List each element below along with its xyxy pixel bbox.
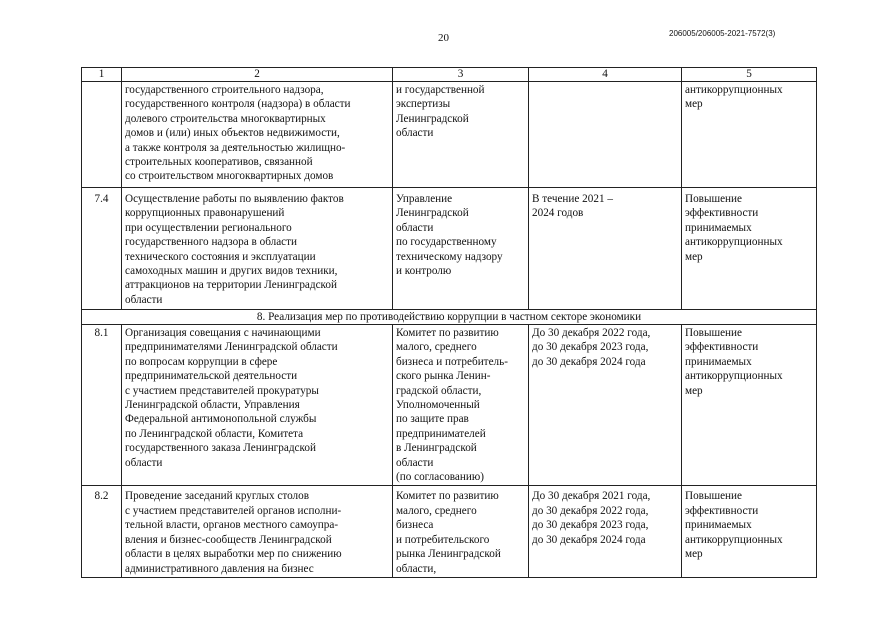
row-number: 8.1 bbox=[82, 325, 122, 486]
measures-table bbox=[81, 67, 817, 578]
cell-line: по защите прав bbox=[396, 413, 469, 426]
cell-line: долевого строительства многоквартирных bbox=[125, 112, 326, 125]
cell-line: с участием представителей органов исполни- bbox=[125, 504, 342, 517]
measure-cell bbox=[122, 325, 393, 486]
cell-line: До 30 декабря 2022 года, bbox=[532, 327, 651, 339]
cell-line: самоходных машин и других видов техники, bbox=[125, 265, 338, 278]
cell-line: бизнеса и потребитель- bbox=[396, 355, 508, 368]
result-cell bbox=[682, 188, 817, 310]
cell-line: а также контроля за деятельностью жилищно- bbox=[125, 141, 346, 154]
cell-line: Организация совещания с начинающими bbox=[125, 327, 321, 339]
cell-line: государственного надзора в области bbox=[125, 236, 298, 249]
cell-line: и потребительского bbox=[396, 533, 490, 546]
measure-cell bbox=[122, 486, 393, 577]
page-number: 20 bbox=[438, 32, 449, 44]
term-cell bbox=[529, 82, 682, 188]
column-header: 4 bbox=[529, 68, 682, 82]
cell-line: градской области, bbox=[396, 384, 482, 397]
cell-line: до 30 декабря 2022 года, bbox=[532, 504, 649, 517]
cell-line: 2024 годов bbox=[532, 207, 584, 220]
cell-line: области bbox=[125, 293, 163, 306]
cell-line: предпринимателей bbox=[396, 427, 486, 440]
cell-line: области в целях выработки мер по снижению bbox=[125, 548, 342, 561]
cell-line: с участием представителей прокуратуры bbox=[125, 384, 319, 397]
cell-line: (по согласованию) bbox=[396, 471, 484, 484]
cell-line: рынка Ленинградской bbox=[396, 548, 501, 561]
cell-line: Ленинградской области, Управления bbox=[125, 399, 300, 412]
cell-line: технического состояния и эксплуатации bbox=[125, 250, 316, 263]
cell-line: государственного строительного надзора, bbox=[125, 84, 324, 96]
result-cell bbox=[682, 82, 817, 188]
cell-line: Управление bbox=[396, 193, 453, 205]
cell-line: до 30 декабря 2024 года bbox=[532, 533, 646, 546]
executor-cell bbox=[393, 325, 529, 486]
term-cell bbox=[529, 188, 682, 310]
result-cell bbox=[682, 486, 817, 577]
cell-line: по вопросам коррупции в сфере bbox=[125, 355, 278, 368]
table-row bbox=[82, 188, 817, 310]
cell-line: при осуществлении регионального bbox=[125, 221, 292, 234]
cell-line: антикоррупционных bbox=[685, 84, 783, 96]
cell-line: эффективности bbox=[685, 207, 759, 220]
cell-line: Федеральной антимонопольной службы bbox=[125, 413, 317, 426]
executor-cell bbox=[393, 82, 529, 188]
cell-line: государственного заказа Ленинградской bbox=[125, 442, 316, 455]
table-row bbox=[82, 486, 817, 577]
row-number: 7.4 bbox=[82, 188, 122, 310]
cell-line: по Ленинградской области, Комитета bbox=[125, 427, 304, 440]
document-id: 206005/206005-2021-7572(3) bbox=[669, 29, 776, 38]
cell-line: вления и бизнес-сообществ Ленинградской bbox=[125, 533, 332, 546]
cell-line: бизнеса bbox=[396, 519, 434, 532]
cell-line: антикоррупционных bbox=[685, 370, 783, 383]
cell-line: малого, среднего bbox=[396, 504, 477, 517]
section-row bbox=[82, 310, 817, 325]
column-header: 2 bbox=[122, 68, 393, 82]
section-title: 8. Реализация мер по противодействию коррупции в частном секторе экономики bbox=[82, 310, 817, 325]
cell-line: Повышение bbox=[685, 327, 742, 339]
cell-line: области bbox=[396, 221, 434, 234]
cell-line: и контролю bbox=[396, 265, 452, 278]
cell-line: экспертизы bbox=[396, 98, 451, 111]
measure-cell bbox=[122, 188, 393, 310]
cell-line: В течение 2021 – bbox=[532, 193, 613, 205]
cell-line: со строительством многоквартирных домов bbox=[125, 170, 334, 183]
cell-line: Уполномоченный bbox=[396, 399, 480, 412]
column-header: 3 bbox=[393, 68, 529, 82]
cell-line: тельной власти, органов местного самоупра- bbox=[125, 519, 339, 532]
cell-line: области bbox=[396, 127, 434, 140]
cell-line: области bbox=[125, 456, 163, 469]
cell-line: антикоррупционных bbox=[685, 236, 783, 249]
cell-line: мер bbox=[685, 384, 703, 397]
cell-line: принимаемых bbox=[685, 519, 752, 532]
table-row bbox=[82, 82, 817, 188]
row-number bbox=[82, 82, 122, 188]
cell-line: предпринимателями Ленинградской области bbox=[125, 341, 338, 354]
cell-line: административного давления на бизнес bbox=[125, 562, 314, 575]
table-row bbox=[82, 325, 817, 486]
cell-line: коррупционных правонарушений bbox=[125, 207, 285, 220]
cell-line: Повышение bbox=[685, 193, 742, 205]
cell-line: До 30 декабря 2021 года, bbox=[532, 490, 651, 503]
column-header: 5 bbox=[682, 68, 817, 82]
cell-line: области, bbox=[396, 562, 437, 575]
cell-line: области bbox=[396, 456, 434, 469]
cell-line: мер bbox=[685, 548, 703, 561]
cell-line: эффективности bbox=[685, 341, 759, 354]
cell-line: принимаемых bbox=[685, 221, 752, 234]
cell-line: Осуществление работы по выявлению фактов bbox=[125, 193, 344, 205]
column-header: 1 bbox=[82, 68, 122, 82]
term-cell bbox=[529, 486, 682, 577]
cell-line: до 30 декабря 2023 года, bbox=[532, 519, 649, 532]
cell-line: мер bbox=[685, 98, 703, 111]
cell-line: предпринимательской деятельности bbox=[125, 370, 298, 383]
term-cell bbox=[529, 325, 682, 486]
cell-line: принимаемых bbox=[685, 355, 752, 368]
cell-line: мер bbox=[685, 250, 703, 263]
cell-line: малого, среднего bbox=[396, 341, 477, 354]
result-cell bbox=[682, 325, 817, 486]
cell-line: Повышение bbox=[685, 490, 742, 503]
cell-line: строительных кооперативов, связанной bbox=[125, 156, 313, 169]
measure-cell bbox=[122, 82, 393, 188]
row-number: 8.2 bbox=[82, 486, 122, 577]
cell-line: в Ленинградской bbox=[396, 442, 477, 455]
executor-cell bbox=[393, 486, 529, 577]
cell-line: Комитет по развитию bbox=[396, 327, 499, 339]
cell-line: до 30 декабря 2024 года bbox=[532, 355, 646, 368]
cell-line: Ленинградской bbox=[396, 112, 469, 125]
executor-cell bbox=[393, 188, 529, 310]
cell-line: ского рынка Ленин- bbox=[396, 370, 491, 383]
cell-line: антикоррупционных bbox=[685, 533, 783, 546]
cell-line: домов и (или) иных объектов недвижимости, bbox=[125, 127, 340, 140]
cell-line: техническому надзору bbox=[396, 250, 503, 263]
cell-line: Комитет по развитию bbox=[396, 490, 499, 503]
cell-line: и государственной bbox=[396, 84, 485, 96]
cell-line: Ленинградской bbox=[396, 207, 469, 220]
cell-line: государственного контроля (надзора) в области bbox=[125, 98, 351, 111]
cell-line: аттракционов на территории Ленинградской bbox=[125, 279, 337, 292]
cell-line: по государственному bbox=[396, 236, 497, 249]
header-row bbox=[82, 68, 817, 82]
cell-line: Проведение заседаний круглых столов bbox=[125, 490, 310, 503]
cell-line: до 30 декабря 2023 года, bbox=[532, 341, 649, 354]
cell-line: эффективности bbox=[685, 504, 759, 517]
